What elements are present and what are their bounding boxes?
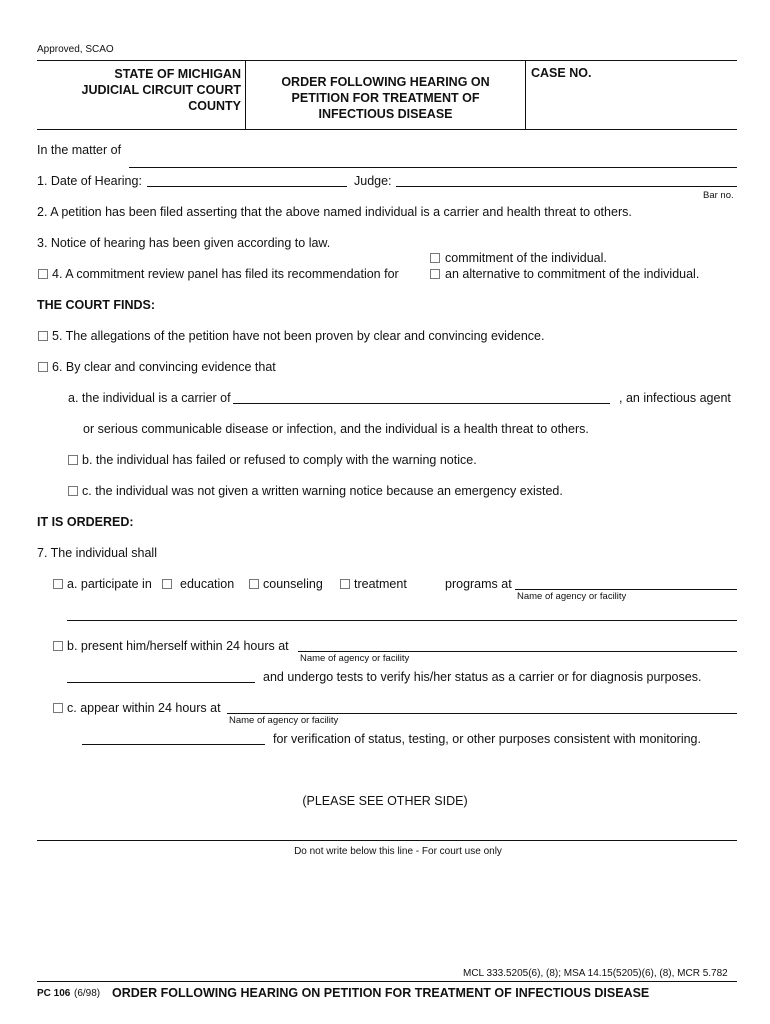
citation-text: MCL 333.5205(6), (8); MSA 14.15(5205)(6), (8), MCR 5.782 (463, 968, 728, 979)
education-option: education (180, 577, 235, 591)
footer-form-title: ORDER FOLLOWING HEARING ON PETITION FOR TREATMENT OF INFECTIOUS DISEASE (112, 986, 650, 1000)
item-7a-agency-field[interactable] (515, 589, 737, 590)
commitment-option: commitment of the individual. (445, 251, 607, 265)
approved-text: Approved, SCAO (37, 44, 114, 55)
item-7b-text: b. present him/herself within 24 hours at (67, 639, 289, 653)
form-title-line3: INFECTIOUS DISEASE (318, 107, 453, 121)
item-7c-text: c. appear within 24 hours at (67, 701, 221, 715)
item-6b-text: b. the individual has failed or refused to comply with the warning notice. (82, 453, 477, 467)
item-7a-checkbox[interactable] (53, 579, 63, 589)
item-7a-agency-field-2[interactable] (67, 620, 737, 621)
item-7b-agency-field[interactable] (298, 651, 737, 652)
it-is-ordered-heading: IT IS ORDERED: (37, 515, 134, 529)
case-no-label: CASE NO. (531, 66, 592, 80)
item-7c-continuation: for verification of status, testing, or other purposes consistent with monitoring. (273, 732, 701, 746)
alternative-checkbox[interactable] (430, 269, 440, 279)
bar-no-caption: Bar no. (703, 190, 734, 201)
item-3-text: 3. Notice of hearing has been given according to law. (37, 236, 331, 250)
item-7c-agency-field[interactable] (227, 713, 737, 714)
form-date: (6/98) (74, 988, 101, 999)
item-6-checkbox[interactable] (38, 362, 48, 372)
item-6a-suffix: , an infectious agent (619, 391, 731, 405)
item-6-text: 6. By clear and convincing evidence that (52, 360, 276, 374)
item-6c-text: c. the individual was not given a written warning notice because an emergency existed. (82, 484, 563, 498)
item-5-checkbox[interactable] (38, 331, 48, 341)
judge-label: Judge: (354, 174, 392, 188)
hearing-date-label: 1. Date of Hearing: (37, 174, 142, 188)
form-title-line1: ORDER FOLLOWING HEARING ON (281, 75, 490, 89)
item-6b-checkbox[interactable] (68, 455, 78, 465)
case-no-field[interactable] (531, 84, 731, 124)
see-other-side-text: (PLEASE SEE OTHER SIDE) (302, 794, 468, 808)
county-label: COUNTY (188, 99, 241, 113)
judge-field[interactable] (396, 186, 737, 187)
item-7a-text: a. participate in (67, 577, 152, 591)
item-7-text: 7. The individual shall (37, 546, 157, 560)
treatment-checkbox[interactable] (340, 579, 350, 589)
item-6a-continuation: or serious communicable disease or infection, and the individual is a health threat to others. (83, 422, 589, 436)
form-number: PC 106 (37, 988, 71, 999)
treatment-option: treatment (354, 577, 407, 591)
court-use-text: Do not write below this line - For court use only (294, 846, 502, 857)
matter-field[interactable] (129, 155, 737, 168)
court-finds-heading: THE COURT FINDS: (37, 298, 156, 312)
item-4-checkbox[interactable] (38, 269, 48, 279)
court-name: JUDICIAL CIRCUIT COURT (81, 83, 241, 97)
alternative-option: an alternative to commitment of the individual. (445, 267, 700, 281)
footer-divider (37, 981, 737, 982)
counseling-checkbox[interactable] (249, 579, 259, 589)
item-6c-checkbox[interactable] (68, 486, 78, 496)
form-title-line2: PETITION FOR TREATMENT OF (291, 91, 480, 105)
item-7c-agency-field-2[interactable] (82, 744, 265, 745)
item-7b-agency-field-2[interactable] (67, 682, 255, 683)
hearing-date-field[interactable] (147, 186, 347, 187)
item-7b-checkbox[interactable] (53, 641, 63, 651)
item-7b-agency-caption: Name of agency or facility (300, 653, 410, 664)
court-use-divider (37, 840, 737, 841)
item-6a-prefix: a. the individual is a carrier of (68, 391, 231, 405)
item-7c-agency-caption: Name of agency or facility (229, 715, 339, 726)
item-7b-continuation: and undergo tests to verify his/her status as a carrier or for diagnosis purposes. (263, 670, 702, 684)
infectious-agent-field[interactable] (233, 403, 610, 404)
item-7a-agency-caption: Name of agency or facility (517, 591, 627, 602)
commitment-checkbox[interactable] (430, 253, 440, 263)
item-7c-checkbox[interactable] (53, 703, 63, 713)
counseling-option: counseling (263, 577, 323, 591)
education-checkbox[interactable] (162, 579, 172, 589)
item-5-text: 5. The allegations of the petition have not been proven by clear and convincing evidence. (52, 329, 545, 343)
matter-label: In the matter of (37, 143, 122, 157)
item-4-text: 4. A commitment review panel has filed its recommendation for (52, 267, 399, 281)
programs-at-label: programs at (445, 577, 512, 591)
state-name: STATE OF MICHIGAN (114, 67, 241, 81)
item-2-text: 2. A petition has been filed asserting that the above named individual is a carrier and health threat to others. (37, 205, 632, 219)
